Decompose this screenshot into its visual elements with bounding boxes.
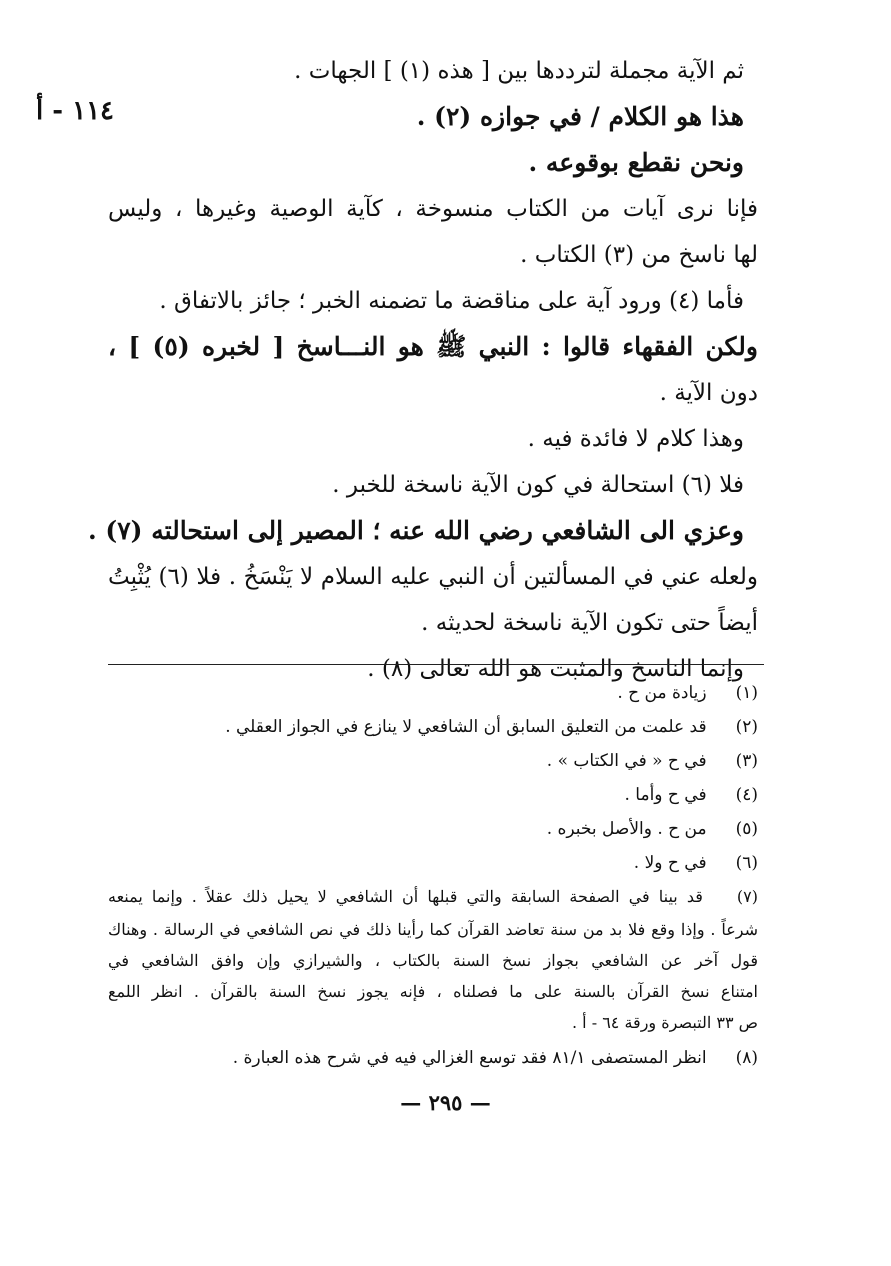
footnote-continuation: شرعاً . وإذا وقع فلا بد من سنة تعاضد القرآن كما رأينا ذلك في نص الشافعي في الرسالة . وهناك	[108, 920, 758, 939]
manuscript-folio-reference: ١١٤ - أ	[36, 96, 115, 126]
text-line: ونحن نقطع بوقوعه .	[528, 148, 744, 177]
footnote-separator	[108, 664, 764, 665]
text-line: دون الآية .	[659, 380, 758, 406]
footnote-text: في ح ولا .	[633, 853, 707, 873]
footnote-text: قد بينا في الصفحة السابقة والتي قبلها أن الشافعي لا يحيل ذلك عقلاً . وإنما يمنعه	[108, 887, 703, 906]
footnotes	[108, 676, 758, 1078]
text-line: أيضاً حتى تكون الآية ناسخة لحديثه .	[421, 610, 758, 636]
footnote	[108, 778, 758, 812]
page-number: — ٢٩٥ —	[400, 1090, 491, 1115]
text-line: فأما (٤) ورود آية على مناقضة ما تضمنه الخبر ؛ جائز بالاتفاق .	[159, 288, 744, 314]
footnote-text: انظر المستصفى ٨١/١ فقد توسع الغزالي فيه في شرح هذه العبارة .	[232, 1048, 707, 1068]
text-line: فإنا نرى آيات من الكتاب منسوخة ، كآية الوصية وغيرها ، وليس	[108, 196, 758, 222]
footnote	[108, 676, 758, 710]
footnote	[108, 1038, 758, 1078]
footnote	[108, 744, 758, 778]
footnote-number: (٣)	[735, 751, 758, 771]
footnote-text: زيادة من ح .	[617, 683, 707, 703]
footnote-continuation: قول آخر عن الشافعي بجواز نسخ السنة بالكتاب ، والشيرازي وإن وافق الشافعي في	[108, 951, 759, 970]
footnote	[108, 710, 758, 744]
footnote-number: (٢)	[735, 717, 758, 737]
footnote-number: (٧)	[736, 887, 758, 906]
text-line: وإنما الناسخ والمثبت هو الله تعالى (٨) .	[367, 656, 744, 682]
footnote-continuation: امتناع نسخ القرآن بالسنة على ما فصلناه ، فإنه يجوز نسخ السنة بالقرآن . انظر اللمع	[108, 982, 758, 1001]
footnote-text: من ح . والأصل بخبره .	[546, 819, 707, 839]
text-line: فلا (٦) استحالة في كون الآية ناسخة للخبر .	[332, 472, 744, 498]
footnote-text: في ح وأما .	[624, 785, 707, 805]
footnote-number: (٨)	[735, 1048, 758, 1068]
footnote	[108, 846, 758, 880]
footnote-number: (٤)	[735, 785, 758, 805]
footnote-text: قد علمت من التعليق السابق أن الشافعي لا ينازع في الجواز العقلي .	[225, 717, 707, 737]
footnote-continuation: ص ٣٣ التبصرة ورقة ٦٤ - أ .	[571, 1013, 758, 1032]
footnote	[108, 812, 758, 846]
text-line: ثم الآية مجملة لترددها بين [ هذه (١) ] الجهات .	[294, 58, 744, 84]
text-line: وهذا كلام لا فائدة فيه .	[527, 426, 744, 452]
text-line: ولكن الفقهاء قالوا : النبي ﷺ هو النـــاسخ [ لخبره (٥) ] ،	[108, 332, 758, 361]
footnote-7	[108, 880, 758, 914]
main-text	[87, 48, 758, 692]
text-line: لها ناسخ من (٣) الكتاب .	[520, 242, 758, 268]
footnote-number: (٦)	[735, 853, 758, 873]
footnote-text: في ح « في الكتاب » .	[546, 751, 707, 771]
text-line: هذا هو الكلام / في جوازه (٢) .	[416, 102, 744, 131]
text-line: وعزي الى الشافعي رضي الله عنه ؛ المصير إلى استحالته (٧) .	[87, 516, 744, 545]
footnote-number: (٥)	[735, 819, 758, 839]
text-line: ولعله عني في المسألتين أن النبي عليه السلام لا يَنْسَخُ . فلا (٦) يُثْبِتُ	[108, 564, 758, 590]
footnote-number: (١)	[735, 683, 758, 703]
